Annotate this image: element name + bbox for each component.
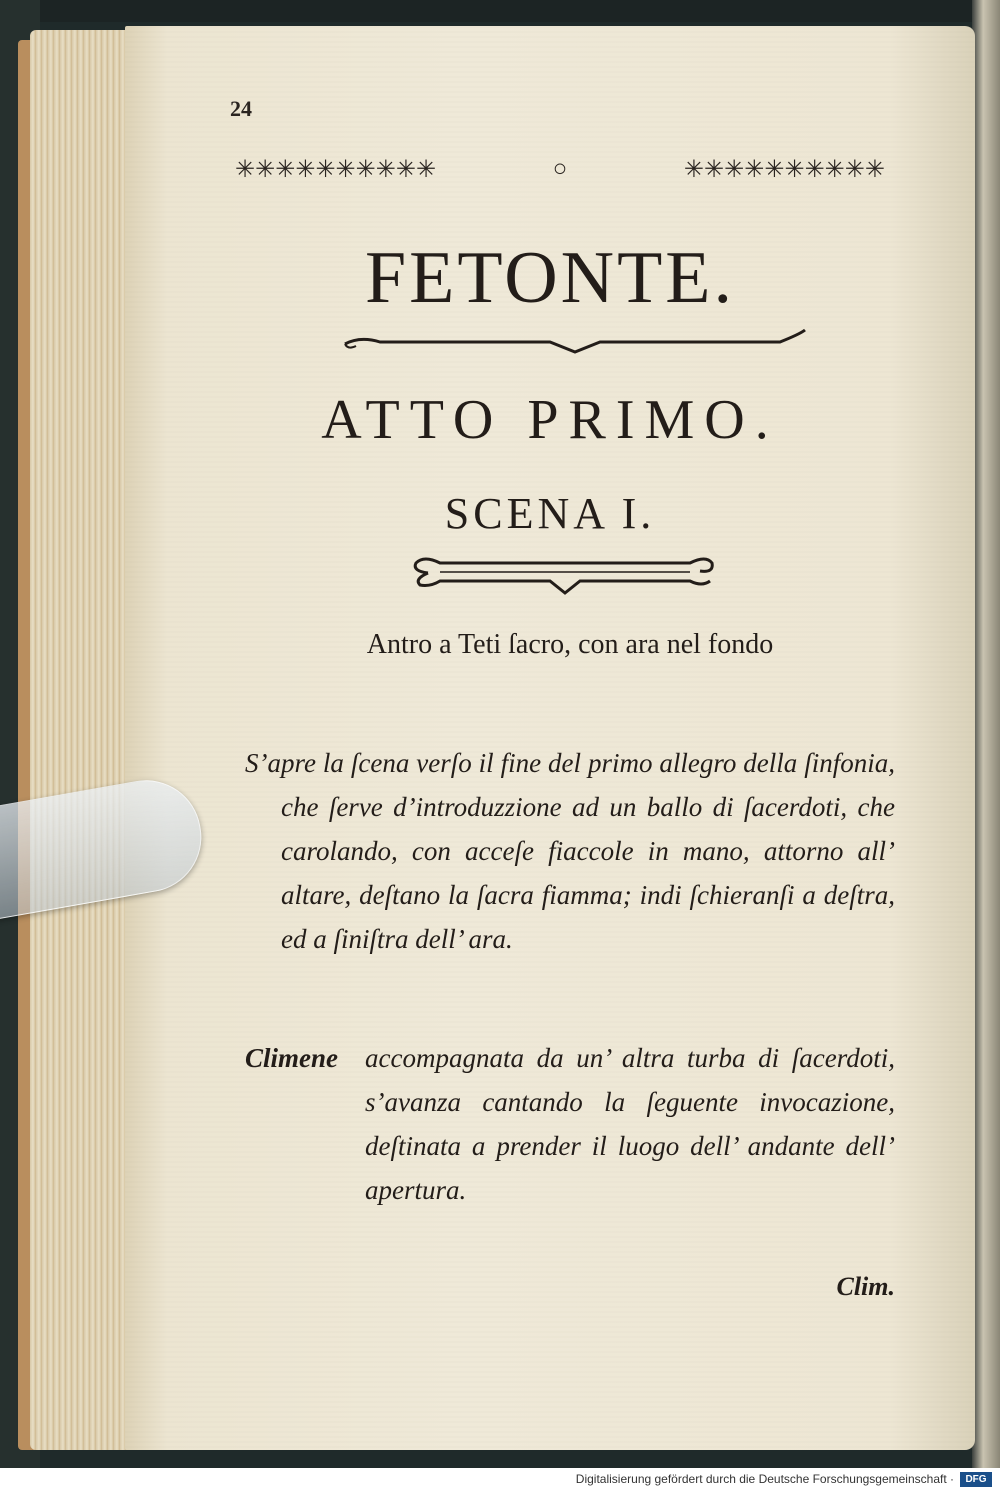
footer-credit: Digitalisierung gefördert durch die Deutsche Forschungsgemeinschaft ·	[575, 1472, 954, 1486]
stage-direction-text: S’apre la ſcena verſo il fine del primo allegro della ſinfonia, che ſerve d’introduzzione ad un ballo di ſacerdoti, che carolando, con acceſe fiaccole in mano, attorno all’ altare, deſtano la ſacra fiamma; indi ſchieranſi a deſtra, ed a ſiniſtra dell’ ara.	[245, 748, 895, 954]
page-stack	[30, 30, 140, 1450]
scene-heading: SCENA I.	[444, 489, 656, 538]
scanner-backdrop-top	[0, 0, 1000, 22]
ornament-left: ✳✳✳✳✳✳✳✳✳✳	[235, 156, 437, 183]
book-page	[125, 26, 975, 1450]
ornament-right: ✳✳✳✳✳✳✳✳✳✳	[683, 156, 885, 183]
scene-setting: Antro a Teti ſacro, con ara nel fondo	[366, 629, 774, 660]
title-rule	[340, 324, 810, 356]
ornament-center: ○	[552, 155, 568, 182]
dfg-logo: DFG	[960, 1472, 992, 1487]
facing-page-edge	[972, 0, 1000, 1468]
catchword: Clim.	[836, 1272, 895, 1301]
page-title: FETONTE.	[364, 237, 735, 319]
page-number: 24	[230, 96, 252, 121]
ornament-rule	[235, 154, 885, 184]
character-entry	[245, 1036, 895, 1212]
character-direction: accompagnata da un’ altra turba di ſacerdoti, s’avanza cantando la ſeguente invocazione, deſtinata a prender il luogo dell’ andante dell’ apertura.	[365, 1043, 895, 1205]
act-heading: ATTO PRIMO.	[321, 389, 779, 451]
character-name: Climene	[245, 1043, 338, 1073]
scene-rule	[410, 551, 720, 601]
show-through	[605, 206, 613, 240]
stage-direction	[245, 741, 895, 961]
